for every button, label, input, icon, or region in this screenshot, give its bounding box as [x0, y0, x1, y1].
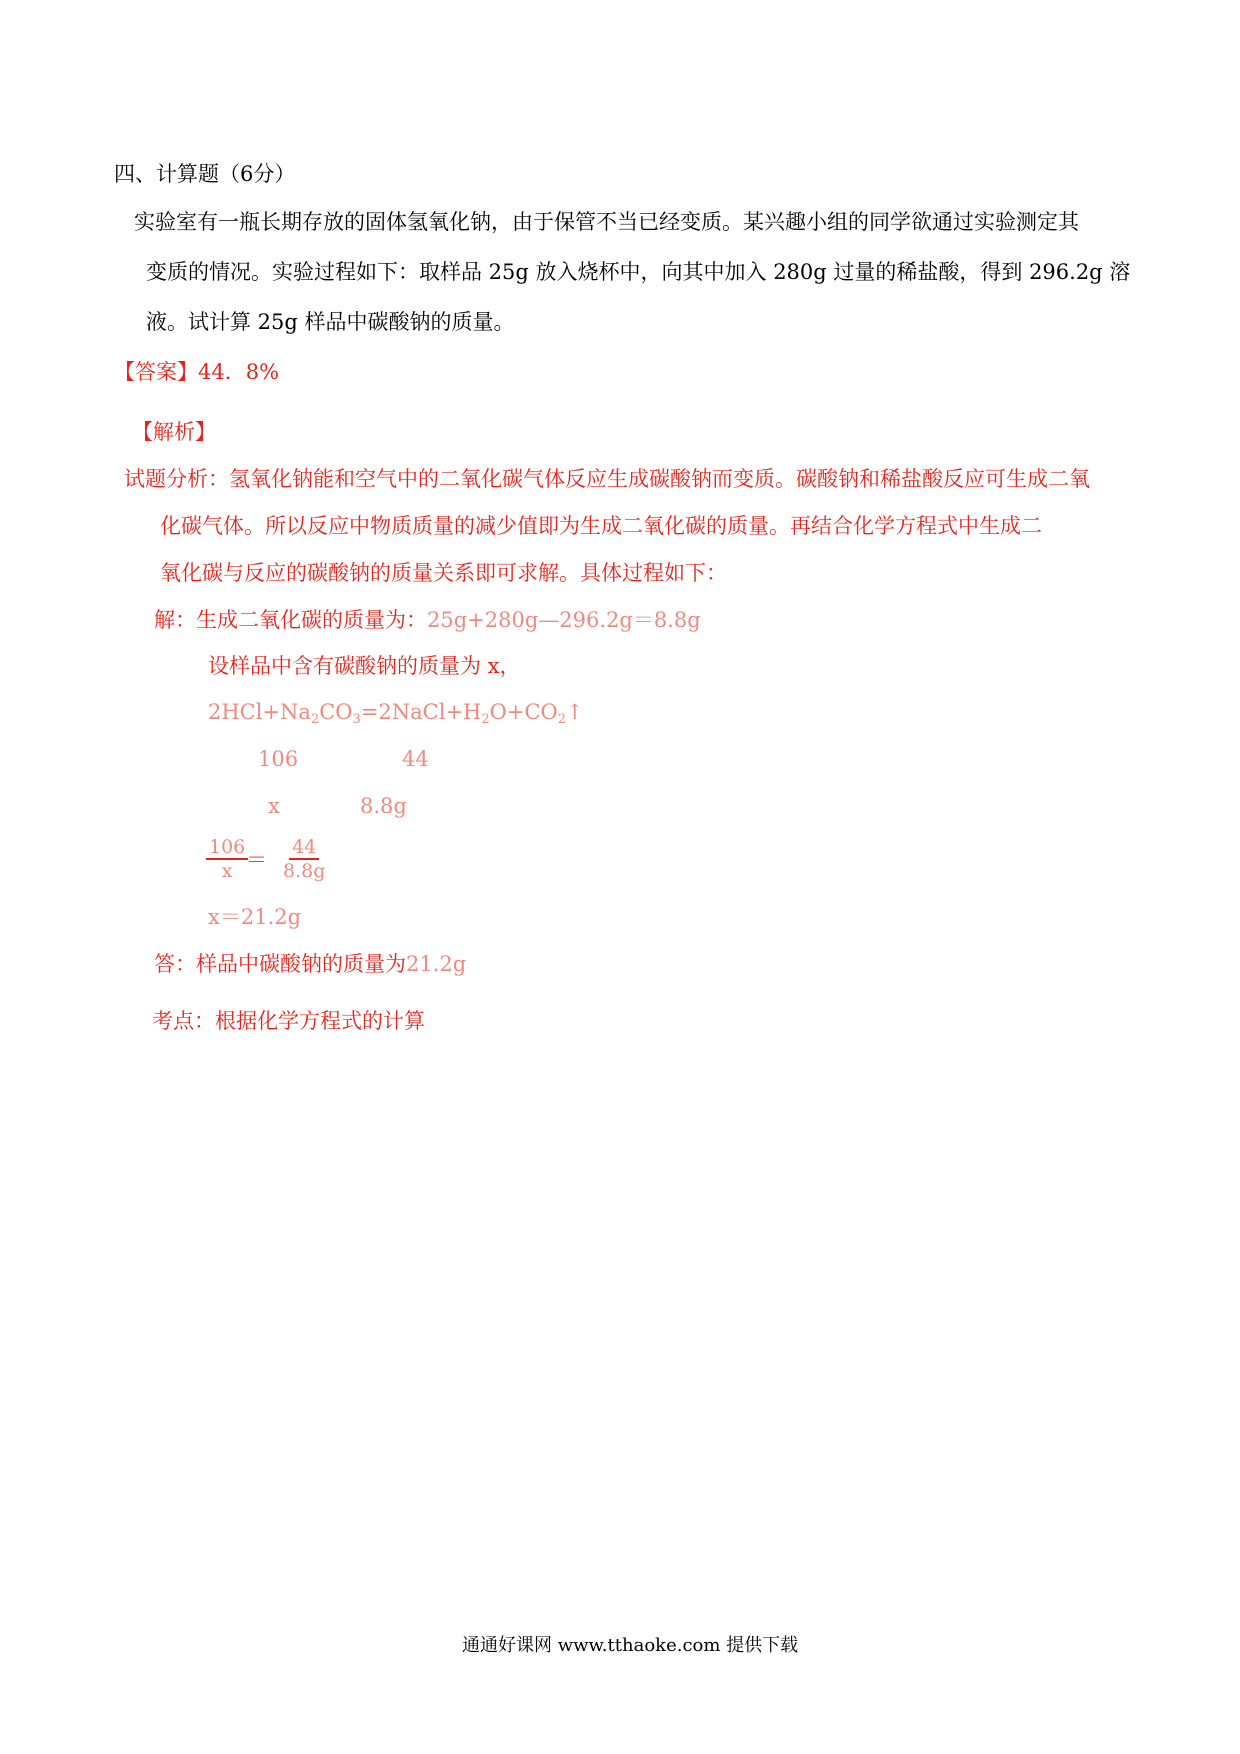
fraction-right-numerator: 44	[289, 836, 319, 860]
question-line-3: 液。试计算 25g 样品中碳酸钠的质量。	[146, 310, 515, 334]
solution-line	[154, 606, 701, 634]
analysis-label: 【解析】	[132, 420, 216, 444]
equation-part: O+CO	[489, 700, 558, 724]
equation-subscript: 3	[352, 712, 361, 727]
section-title: 四、计算题（6分）	[114, 162, 296, 186]
mass-right: 44	[402, 747, 429, 771]
answer-line	[114, 358, 279, 386]
equation-subscript: 2	[310, 712, 320, 727]
chemical-equation	[208, 698, 584, 734]
equation-subscript: 2	[557, 712, 567, 727]
solution-label: 解：生成二氧化碳的质量为：	[154, 608, 427, 632]
key-point: 考点：根据化学方程式的计算	[152, 1009, 425, 1033]
fraction-left-denominator: x	[221, 860, 233, 882]
var-left: x	[268, 794, 280, 818]
equation-part: ↑	[566, 700, 584, 724]
analysis-intro-3: 氧化碳与反应的碳酸钠的质量关系即可求解。具体过程如下：	[160, 561, 727, 585]
equation-part: 2HCl+Na	[208, 700, 311, 724]
equation-part: CO	[319, 700, 353, 724]
question-line-2: 变质的情况。实验过程如下：取样品 25g 放入烧杯中，向其中加入 280g 过量的稀盐酸，得到 296.2g 溶	[146, 260, 1131, 284]
answer-label: 【答案】	[114, 360, 198, 384]
analysis-intro-1: 试题分析：氢氧化钠能和空气中的二氧化碳气体反应生成碳酸钠而变质。碳酸钠和稀盐酸反应可生成二氧	[124, 467, 1090, 491]
analysis-intro-2: 化碳气体。所以反应中物质质量的减少值即为生成二氧化碳的质量。再结合化学方程式中生成二	[160, 514, 1042, 538]
footer: 通通好课网 www.tthaoke.com 提供下载	[462, 1635, 799, 1656]
final-value: 21.2g	[406, 952, 467, 976]
result-line: x＝21.2g	[208, 905, 302, 929]
equation-subscript: 2	[481, 712, 490, 727]
question-line-1: 实验室有一瓶长期存放的固体氢氧化钠，由于保管不当已经变质。某兴趣小组的同学欲通过实验测定其	[134, 210, 1079, 234]
fraction-right	[280, 836, 328, 882]
assume-line: 设样品中含有碳酸钠的质量为 x，	[208, 654, 521, 678]
fraction-left-numerator: 106	[206, 836, 248, 860]
proportion-equals: ＝	[246, 848, 267, 872]
solution-calc: 25g+280g—296.2g＝8.8g	[427, 608, 701, 632]
var-right: 8.8g	[360, 794, 407, 818]
final-answer-line	[154, 950, 466, 978]
final-label: 答：样品中碳酸钠的质量为	[154, 952, 406, 976]
answer-value: 44．8%	[198, 360, 280, 384]
mass-left: 106	[258, 747, 299, 771]
fraction-right-denominator: 8.8g	[283, 860, 326, 882]
equation-part: =2NaCl+H	[360, 700, 482, 724]
fraction-left	[206, 836, 248, 882]
